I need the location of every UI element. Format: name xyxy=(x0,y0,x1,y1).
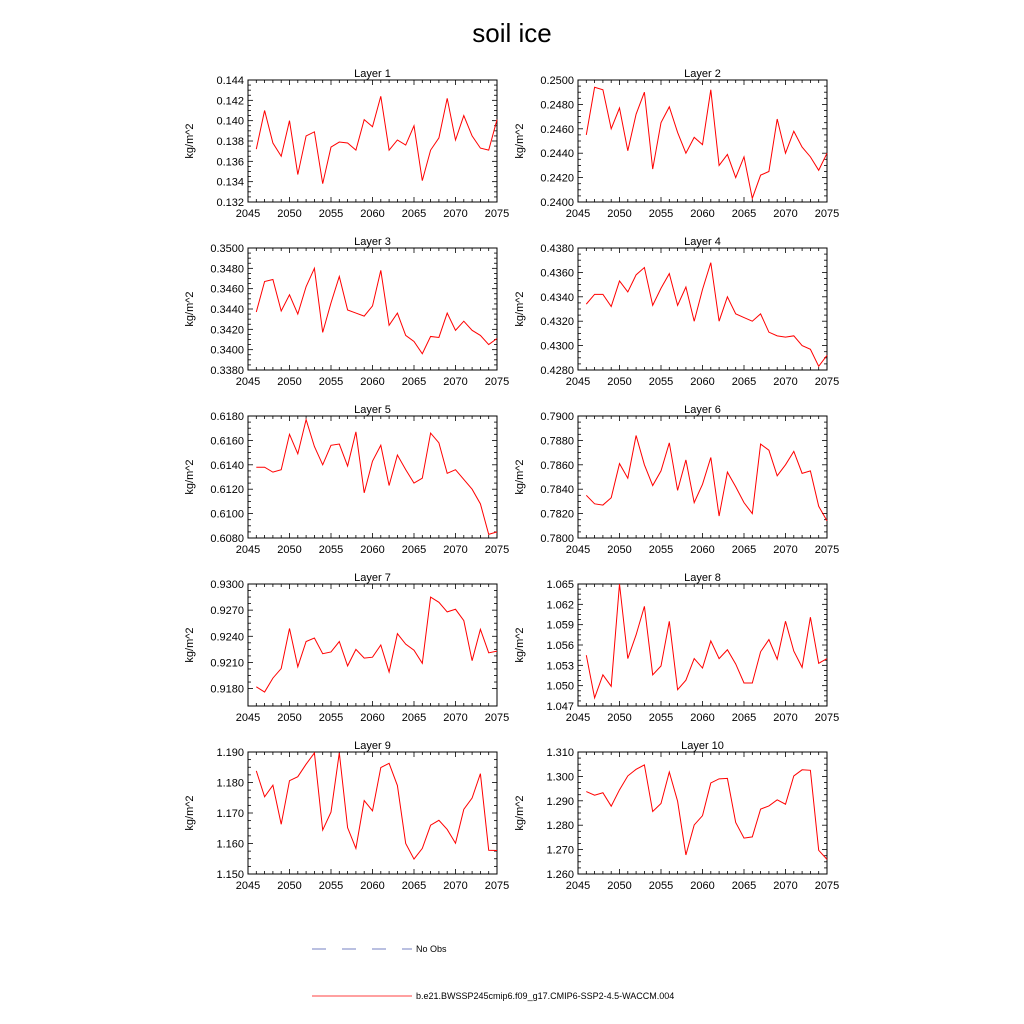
x-tick-label: 2060 xyxy=(360,880,385,892)
x-tick-label: 2050 xyxy=(277,376,302,388)
x-tick-label: 2075 xyxy=(484,208,510,220)
x-tick-label: 2060 xyxy=(360,376,385,388)
y-tick-label: 0.9180 xyxy=(210,683,244,696)
x-tick-label: 2060 xyxy=(690,880,715,892)
y-axis-label: kg/m^2 xyxy=(184,459,196,495)
y-tick-label: 0.7800 xyxy=(540,533,574,545)
x-tick-label: 2075 xyxy=(484,376,510,388)
x-tick-label: 2050 xyxy=(607,880,632,892)
x-tick-label: 2065 xyxy=(401,880,427,892)
y-tick-label: 0.6120 xyxy=(210,484,244,497)
y-tick-label: 1.270 xyxy=(546,844,574,857)
y-tick-label: 1.170 xyxy=(216,808,244,820)
series-line xyxy=(586,765,827,859)
y-tick-label: 0.4380 xyxy=(540,243,574,255)
x-tick-label: 2075 xyxy=(484,712,510,724)
x-tick-label: 2045 xyxy=(235,376,261,388)
series-line xyxy=(586,263,827,367)
x-tick-label: 2070 xyxy=(773,544,798,556)
plot-frame xyxy=(578,584,827,706)
x-tick-label: 2070 xyxy=(773,880,798,892)
x-tick-label: 2065 xyxy=(731,376,757,388)
series-line xyxy=(586,87,827,198)
plot-frame xyxy=(248,416,497,538)
x-tick-label: 2060 xyxy=(690,712,715,724)
x-tick-label: 2070 xyxy=(443,544,468,556)
y-tick-label: 0.9300 xyxy=(210,579,244,591)
y-tick-label: 0.2420 xyxy=(540,172,574,185)
x-tick-label: 2045 xyxy=(565,376,591,388)
y-tick-label: 1.190 xyxy=(216,747,244,759)
y-axis-label: kg/m^2 xyxy=(184,795,196,831)
x-tick-label: 2055 xyxy=(648,712,674,724)
y-tick-label: 0.132 xyxy=(216,197,244,209)
x-tick-label: 2045 xyxy=(235,544,261,556)
y-tick-label: 0.142 xyxy=(216,95,244,108)
x-tick-label: 2045 xyxy=(565,880,591,892)
plot-frame xyxy=(578,752,827,874)
y-tick-label: 0.7840 xyxy=(540,484,574,497)
plot-frame xyxy=(578,248,827,370)
panel-title: Layer 2 xyxy=(684,68,721,80)
x-tick-label: 2065 xyxy=(401,712,427,724)
x-tick-label: 2065 xyxy=(401,208,427,220)
series-line xyxy=(256,420,497,535)
y-axis-label: kg/m^2 xyxy=(514,291,526,327)
y-tick-label: 0.6080 xyxy=(210,533,244,545)
y-tick-label: 1.280 xyxy=(546,820,574,833)
x-tick-label: 2050 xyxy=(277,544,302,556)
y-axis-label: kg/m^2 xyxy=(514,459,526,495)
x-tick-label: 2060 xyxy=(690,544,715,556)
x-tick-label: 2070 xyxy=(443,712,468,724)
y-tick-label: 0.2440 xyxy=(540,148,574,161)
y-tick-label: 0.7860 xyxy=(540,459,574,472)
x-tick-label: 2065 xyxy=(731,544,757,556)
series-line xyxy=(256,753,497,859)
y-axis-label: kg/m^2 xyxy=(184,627,196,663)
chart-panel xyxy=(514,68,839,220)
figure-title: soil ice xyxy=(472,18,552,48)
y-tick-label: 0.3480 xyxy=(210,263,244,276)
panel-title: Layer 5 xyxy=(354,404,391,416)
y-tick-label: 1.053 xyxy=(546,660,574,673)
x-tick-label: 2060 xyxy=(360,208,385,220)
x-tick-label: 2060 xyxy=(690,208,715,220)
y-tick-label: 0.4360 xyxy=(540,267,574,280)
x-tick-label: 2070 xyxy=(773,376,798,388)
x-tick-label: 2075 xyxy=(814,712,840,724)
chart-panel xyxy=(514,236,839,388)
series-line xyxy=(256,268,497,353)
y-tick-label: 0.6100 xyxy=(210,508,244,521)
series-line xyxy=(256,96,497,183)
x-tick-label: 2055 xyxy=(318,544,344,556)
y-tick-label: 0.7880 xyxy=(540,435,574,448)
y-tick-label: 1.059 xyxy=(546,619,574,632)
x-tick-label: 2070 xyxy=(773,712,798,724)
chart-panel xyxy=(184,572,509,724)
x-tick-label: 2045 xyxy=(235,880,261,892)
x-tick-label: 2050 xyxy=(277,880,302,892)
y-axis-label: kg/m^2 xyxy=(514,795,526,831)
y-tick-label: 0.2480 xyxy=(540,99,574,112)
x-tick-label: 2065 xyxy=(401,376,427,388)
x-tick-label: 2075 xyxy=(814,208,840,220)
x-tick-label: 2050 xyxy=(277,712,302,724)
y-tick-label: 1.056 xyxy=(546,640,574,652)
x-tick-label: 2075 xyxy=(814,376,840,388)
panel-title: Layer 6 xyxy=(684,404,721,416)
x-tick-label: 2070 xyxy=(443,208,468,220)
plot-frame xyxy=(578,416,827,538)
series-line xyxy=(586,584,827,698)
x-tick-label: 2050 xyxy=(607,376,632,388)
x-tick-label: 2055 xyxy=(648,376,674,388)
y-axis-label: kg/m^2 xyxy=(184,123,196,159)
y-tick-label: 0.144 xyxy=(216,75,244,87)
x-tick-label: 2050 xyxy=(277,208,302,220)
y-tick-label: 0.6180 xyxy=(210,411,244,423)
series-line xyxy=(586,436,827,521)
y-axis-label: kg/m^2 xyxy=(514,123,526,159)
x-tick-label: 2065 xyxy=(731,880,757,892)
y-tick-label: 1.047 xyxy=(546,701,574,713)
panel-title: Layer 3 xyxy=(354,236,391,248)
panel-title: Layer 10 xyxy=(681,740,724,752)
y-tick-label: 0.6160 xyxy=(210,435,244,448)
chart-panel xyxy=(514,572,839,724)
x-tick-label: 2070 xyxy=(443,880,468,892)
y-tick-label: 1.300 xyxy=(546,771,574,784)
panel-title: Layer 8 xyxy=(684,572,721,584)
x-tick-label: 2045 xyxy=(565,208,591,220)
y-tick-label: 1.150 xyxy=(216,869,244,881)
panel-title: Layer 4 xyxy=(684,236,721,248)
y-tick-label: 1.180 xyxy=(216,777,244,790)
chart-panel xyxy=(184,404,509,556)
chart-panel xyxy=(184,236,509,388)
legend-model-label: b.e21.BWSSP245cmip6.f09_g17.CMIP6-SSP2-4.5-WACCM.004 xyxy=(416,991,675,1001)
y-tick-label: 0.7820 xyxy=(540,508,574,521)
y-tick-label: 0.3440 xyxy=(210,304,244,316)
y-tick-label: 0.4280 xyxy=(540,365,574,377)
x-tick-label: 2060 xyxy=(360,712,385,724)
x-tick-label: 2070 xyxy=(773,208,798,220)
panels-container xyxy=(184,68,839,892)
y-tick-label: 0.2460 xyxy=(540,123,574,136)
chart-panel xyxy=(184,68,509,220)
y-tick-label: 0.4320 xyxy=(540,316,574,329)
y-tick-label: 0.3500 xyxy=(210,243,244,255)
y-tick-label: 1.160 xyxy=(216,838,244,851)
y-tick-label: 0.134 xyxy=(216,176,244,189)
y-tick-label: 0.6140 xyxy=(210,459,244,472)
x-tick-label: 2055 xyxy=(318,376,344,388)
y-tick-label: 1.050 xyxy=(546,680,574,693)
x-tick-label: 2065 xyxy=(401,544,427,556)
y-tick-label: 0.3460 xyxy=(210,283,244,296)
x-tick-label: 2060 xyxy=(690,376,715,388)
x-tick-label: 2075 xyxy=(814,544,840,556)
y-tick-label: 0.4300 xyxy=(540,340,574,353)
x-tick-label: 2045 xyxy=(235,712,261,724)
panel-title: Layer 7 xyxy=(354,572,391,584)
plot-frame xyxy=(248,80,497,202)
y-tick-label: 1.062 xyxy=(546,599,574,612)
y-tick-label: 0.4340 xyxy=(540,291,574,304)
plot-frame xyxy=(248,584,497,706)
panel-title: Layer 1 xyxy=(354,68,391,80)
y-tick-label: 0.3380 xyxy=(210,365,244,377)
y-tick-label: 0.9240 xyxy=(210,631,244,644)
x-tick-label: 2055 xyxy=(648,880,674,892)
chart-panel xyxy=(514,404,839,556)
panel-title: Layer 9 xyxy=(354,740,391,752)
x-tick-label: 2045 xyxy=(565,544,591,556)
x-tick-label: 2055 xyxy=(648,544,674,556)
x-tick-label: 2070 xyxy=(443,376,468,388)
x-tick-label: 2050 xyxy=(607,712,632,724)
y-tick-label: 0.3400 xyxy=(210,344,244,357)
x-tick-label: 2055 xyxy=(648,208,674,220)
x-tick-label: 2075 xyxy=(484,880,510,892)
x-tick-label: 2055 xyxy=(318,712,344,724)
x-tick-label: 2050 xyxy=(607,544,632,556)
y-tick-label: 1.260 xyxy=(546,869,574,881)
x-tick-label: 2055 xyxy=(318,208,344,220)
y-tick-label: 0.136 xyxy=(216,156,244,169)
y-tick-label: 0.138 xyxy=(216,136,244,148)
y-tick-label: 1.065 xyxy=(546,579,574,591)
legend-obs-label: No Obs xyxy=(416,944,447,954)
x-tick-label: 2060 xyxy=(360,544,385,556)
y-tick-label: 1.310 xyxy=(546,747,574,759)
chart-panel xyxy=(514,740,839,892)
x-tick-label: 2050 xyxy=(607,208,632,220)
legend xyxy=(312,944,674,1001)
plot-frame xyxy=(248,752,497,874)
y-tick-label: 0.9270 xyxy=(210,605,244,618)
y-axis-label: kg/m^2 xyxy=(514,627,526,663)
x-tick-label: 2075 xyxy=(814,880,840,892)
x-tick-label: 2075 xyxy=(484,544,510,556)
y-axis-label: kg/m^2 xyxy=(184,291,196,327)
plot-frame xyxy=(248,248,497,370)
series-line xyxy=(256,597,497,692)
y-tick-label: 0.9210 xyxy=(210,657,244,670)
y-tick-label: 0.2400 xyxy=(540,197,574,209)
y-tick-label: 0.140 xyxy=(216,115,244,128)
x-tick-label: 2065 xyxy=(731,208,757,220)
y-tick-label: 0.2500 xyxy=(540,75,574,87)
x-tick-label: 2065 xyxy=(731,712,757,724)
y-tick-label: 0.7900 xyxy=(540,411,574,423)
chart-panel xyxy=(184,740,509,892)
x-tick-label: 2045 xyxy=(235,208,261,220)
y-tick-label: 0.3420 xyxy=(210,324,244,337)
x-tick-label: 2055 xyxy=(318,880,344,892)
y-tick-label: 1.290 xyxy=(546,795,574,808)
x-tick-label: 2045 xyxy=(565,712,591,724)
